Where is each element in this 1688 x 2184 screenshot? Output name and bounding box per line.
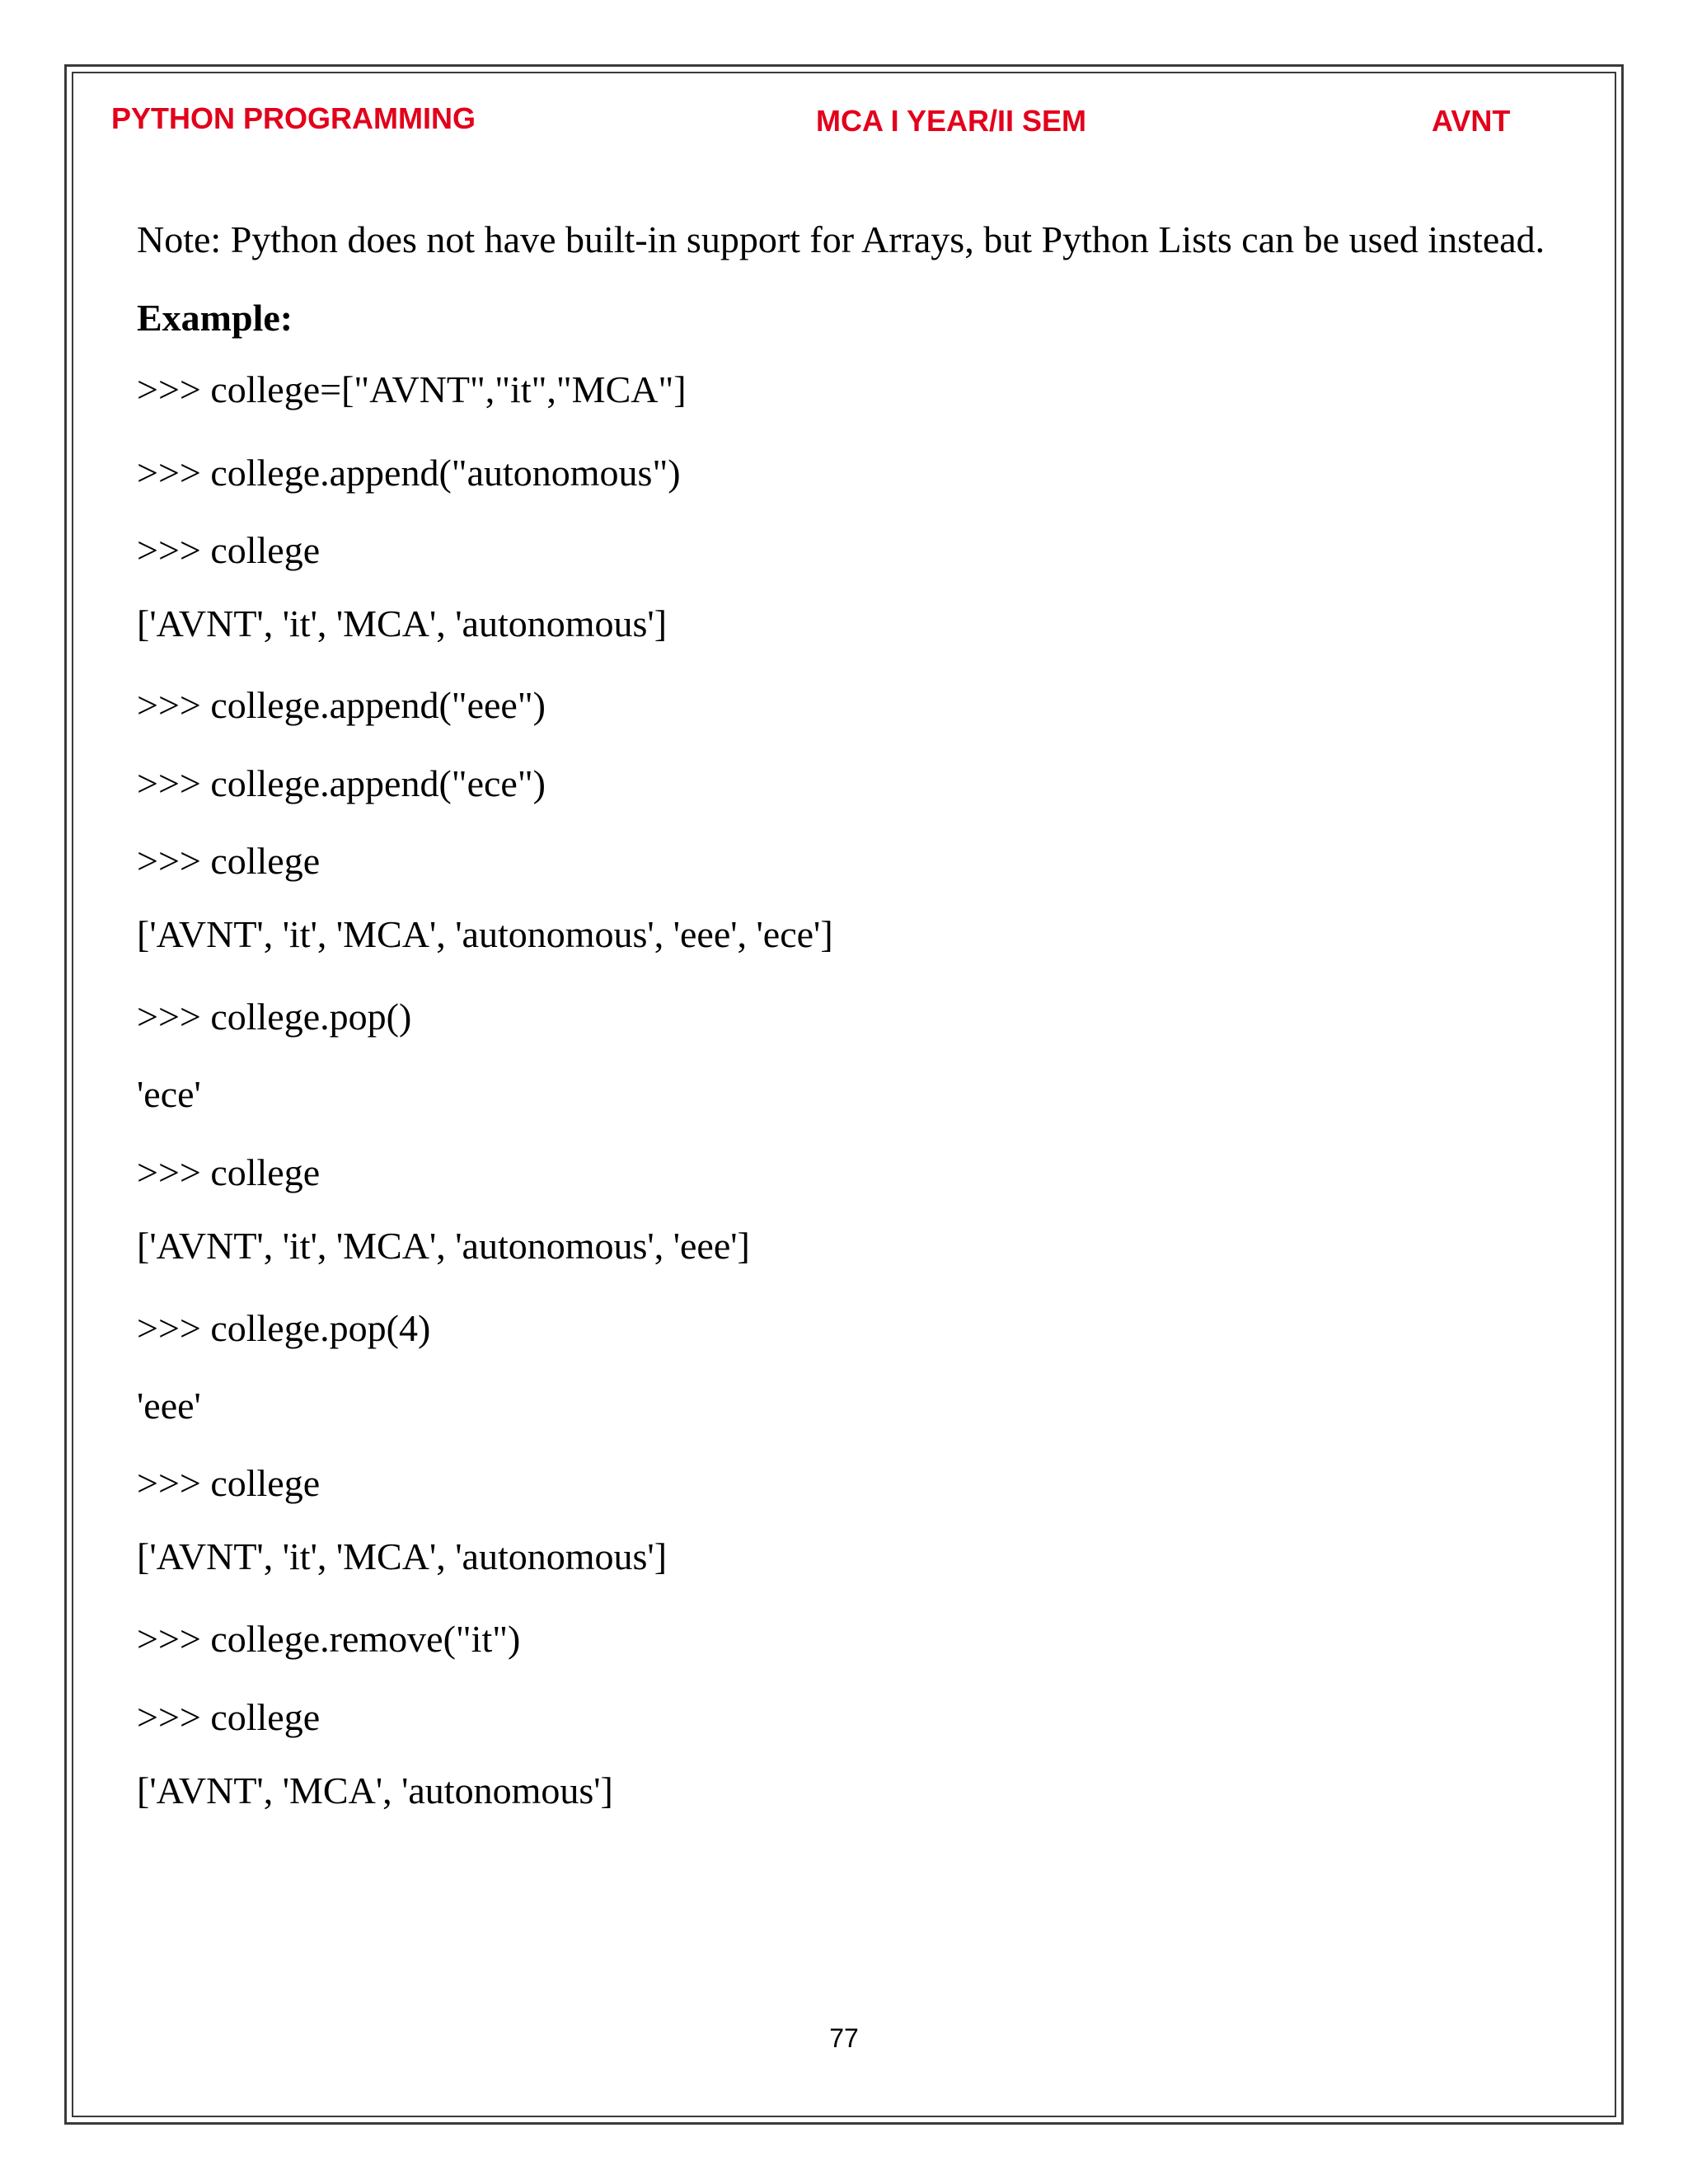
output-line: ['AVNT', 'it', 'MCA', 'autonomous', 'eee'] [137,1225,750,1267]
output-line: ['AVNT', 'it', 'MCA', 'autonomous', 'eee', 'ece'] [137,913,833,955]
note-text: Note: Python does not have built-in support for Arrays, but Python Lists can be used instead. [137,218,1545,260]
code-line: >>> college [137,1462,321,1504]
output-line: 'ece' [137,1073,201,1115]
code-line: >>> college [137,529,321,571]
header-year-semester: MCA I YEAR/II SEM [816,104,1087,138]
output-line: ['AVNT', 'it', 'MCA', 'autonomous'] [137,1535,668,1577]
example-label: Example: [137,297,293,339]
header-course-title: PYTHON PROGRAMMING [111,101,476,135]
code-line: >>> college.append("eee") [137,684,546,726]
code-line: >>> college [137,1151,321,1193]
code-line: >>> college.pop(4) [137,1307,431,1349]
code-line: >>> college.pop() [137,996,412,1038]
code-line: >>> college.append("ece") [137,762,546,804]
page-number: 77 [829,2023,859,2053]
output-line: 'eee' [137,1385,201,1427]
code-line: >>> college.remove("it") [137,1618,521,1660]
header-institution: AVNT [1432,104,1511,138]
output-line: ['AVNT', 'MCA', 'autonomous'] [137,1769,613,1811]
code-line: >>> college [137,840,321,882]
code-line: >>> college.append("autonomous") [137,452,681,494]
output-line: ['AVNT', 'it', 'MCA', 'autonomous'] [137,602,668,644]
code-line: >>> college=["AVNT","it","MCA"] [137,368,687,410]
code-line: >>> college [137,1696,321,1738]
